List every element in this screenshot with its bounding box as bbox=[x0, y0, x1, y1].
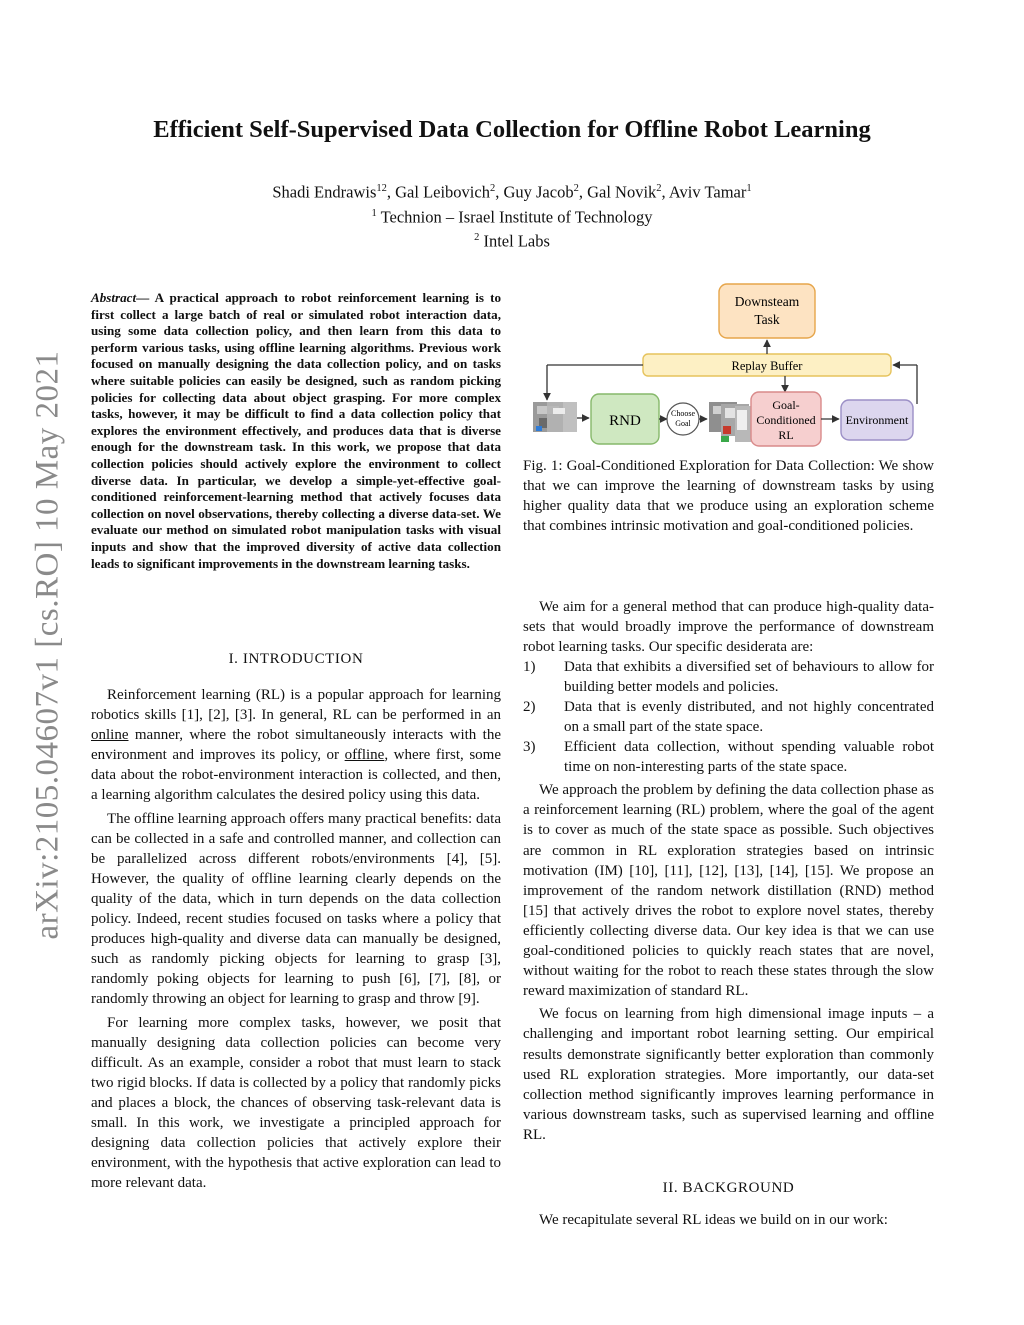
observation-thumbnail-left bbox=[533, 402, 577, 432]
gcrl-label-3: RL bbox=[778, 428, 794, 442]
intro-paragraph-2: The offline learning approach offers many practical benefits: data can be collected in a safe and controlled manner, and collection can be parallelized across different robots/environments [4], [5]. However, the quality of offline learning clearly depends on the quality of the data, which in turn depends on the data collection policy. Indeed, recent studies focused on tasks where a policy that produces high-quality and diverse data can manually be designed, such as randomly picking objects for learning to grasp [3], randomly poking objects for learning to push [6], [7], [8], or randomly throwing an object for learning to grasp and throw [9]. bbox=[91, 810, 501, 1008]
background-paragraph-1: We recapitulate several RL ideas we build on in our work: bbox=[539, 1212, 888, 1228]
abstract-label: Abstract bbox=[91, 290, 137, 305]
figure-1-diagram bbox=[523, 280, 938, 450]
abstract bbox=[91, 290, 501, 572]
arxiv-identifier-text: arXiv:2105.04607v1 [cs.RO] 10 May 2021 bbox=[29, 350, 66, 940]
figure-1-caption: Fig. 1: Goal-Conditioned Exploration for Data Collection: We show that we can improve the learning of downstream tasks by using higher quality data that we produce using an exploration scheme that combines intrinsic motivation and goal-conditioned policies. bbox=[523, 458, 934, 535]
list-item: 3) Efficient data collection, without spending valuable robot time on non-interesting parts of the state space. bbox=[523, 739, 934, 776]
rnd-label: RND bbox=[609, 413, 641, 429]
choose-goal-label-2: Goal bbox=[675, 419, 691, 428]
intro-paragraph-3: For learning more complex tasks, however, we posit that manually designing data collection policies can become very difficult. As an example, consider a robot that must learn to stack two rigid blocks. If data is collected by a policy that randomly picks and places a block, the chances of observing task-relevant data is small. In this work, we investigate a principled approach for designing data collection policies that actively explore their environment, with the hypothesis that active exploration can lead to more relevant data. bbox=[91, 1014, 501, 1192]
replay-buffer-label: Replay Buffer bbox=[731, 359, 803, 373]
affiliation-1: $^1$ Technion – Israel Institute of Technology bbox=[371, 207, 653, 226]
abstract-text: — A practical approach to robot reinforcement learning is to first collect a large batch of real or simulated robot interaction data, using some data collection policy, and then learn from this data to perform various tasks, using offline learning algorithms. Previous work focused on manually designing the data collection policy, and on tasks where suitable policies can easily be designed, such as random picking policies for collecting data about object grasping. For more complex tasks, however, it may be difficult to find a data collection policy that explores the environment effectively, and produces data that is diverse enough for the downstream task. In this work, we propose that data collection policies should actively explore the environment to collect diverse data. In particular, we develop a simple-yet-effective goal-conditioned reinforcement-learning method that actively focuses data collection on novel observations, thereby collecting a diverse data-set. We evaluate our method on simulated robot manipulation tasks with visual inputs and show that the improved diversity of active data collection leads to significant improvements in the downstream learning tasks. bbox=[91, 290, 501, 571]
right-paragraph-3: We focus on learning from high dimensional image inputs – a challenging and important robot learning setting. Our empirical results demonstrate significantly better exploration than commonly used RL exploration strategies. More importantly, our data-set collection method significantly improves learning performance in various downstream tasks, such as supervised learning and offline RL. bbox=[523, 1006, 934, 1143]
list-item: 1) Data that exhibits a diversified set of behaviours to allow for building better models and policies. bbox=[523, 659, 934, 696]
intro-paragraph-1: Reinforcement learning (RL) is a popular approach for learning robotics skills [1], [2], [3]. In general, RL can be performed in an online manner, where the robot simultaneously interacts with the environment and improves its policy, or offline, where first, some data about the robot-environment interaction is collected, and then, a learning algorithm calculates the desired policy using this data. bbox=[91, 687, 502, 804]
right-paragraph-2: We approach the problem by defining the data collection phase as a reinforcement learning (RL) problem, where the goal of the agent is to cover as much of the state space as possible. Such objectives are common in RL exploration strategies based on intrinsic motivation (IM) [10], [11], [12], [13], [14], [15]. We propose an improvement of the random network distillation (RND) method [15] that actively drives the robot to explore novel states, thereby efficiently collecting diverse data. Our key idea is that we can use goal-conditioned policies to quickly reach states that are novel, without waiting for the robot to reach these states through the slow reward maximization of standard RL. bbox=[523, 782, 934, 1000]
author-list: Shadi Endrawis$^{12}$, Gal Leibovich$^2$, Guy Jacob$^2$, Gal Novik$^2$, Aviv Tamar$^1$ bbox=[272, 182, 752, 202]
section-introduction-body bbox=[91, 685, 501, 1193]
arxiv-identifier bbox=[18, 340, 78, 950]
section-background-body bbox=[523, 1210, 934, 1230]
choose-goal-label-1: Choose bbox=[671, 409, 695, 418]
gcrl-label-2: Conditioned bbox=[756, 413, 816, 427]
list-item: 2) Data that is evenly distributed, and not highly concentrated on a small part of the state space. bbox=[523, 699, 934, 736]
section-background-heading: II. BACKGROUND bbox=[662, 1180, 795, 1196]
section-introduction-heading: I. INTRODUCTION bbox=[228, 651, 364, 667]
downstream-task-label-1: Downsteam bbox=[734, 294, 800, 309]
paper-title: Efficient Self-Supervised Data Collection for Offline Robot Learning bbox=[153, 116, 871, 143]
affiliation-2: $^2$ Intel Labs bbox=[474, 231, 550, 251]
desiderata-list bbox=[523, 657, 934, 777]
goal-image-thumbnails bbox=[709, 402, 751, 442]
author-block bbox=[0, 178, 1024, 252]
right-paragraph-1: We aim for a general method that can produce high-quality data-sets that would broadly improve the performance of downstream robot learning tasks. Our specific desiderata are: bbox=[523, 599, 934, 656]
right-column-body bbox=[523, 597, 934, 1145]
environment-label: Environment bbox=[845, 413, 909, 427]
downstream-task-label-2: Task bbox=[754, 312, 780, 327]
downstream-task-box bbox=[719, 284, 815, 338]
gcrl-label-1: Goal- bbox=[772, 398, 800, 412]
